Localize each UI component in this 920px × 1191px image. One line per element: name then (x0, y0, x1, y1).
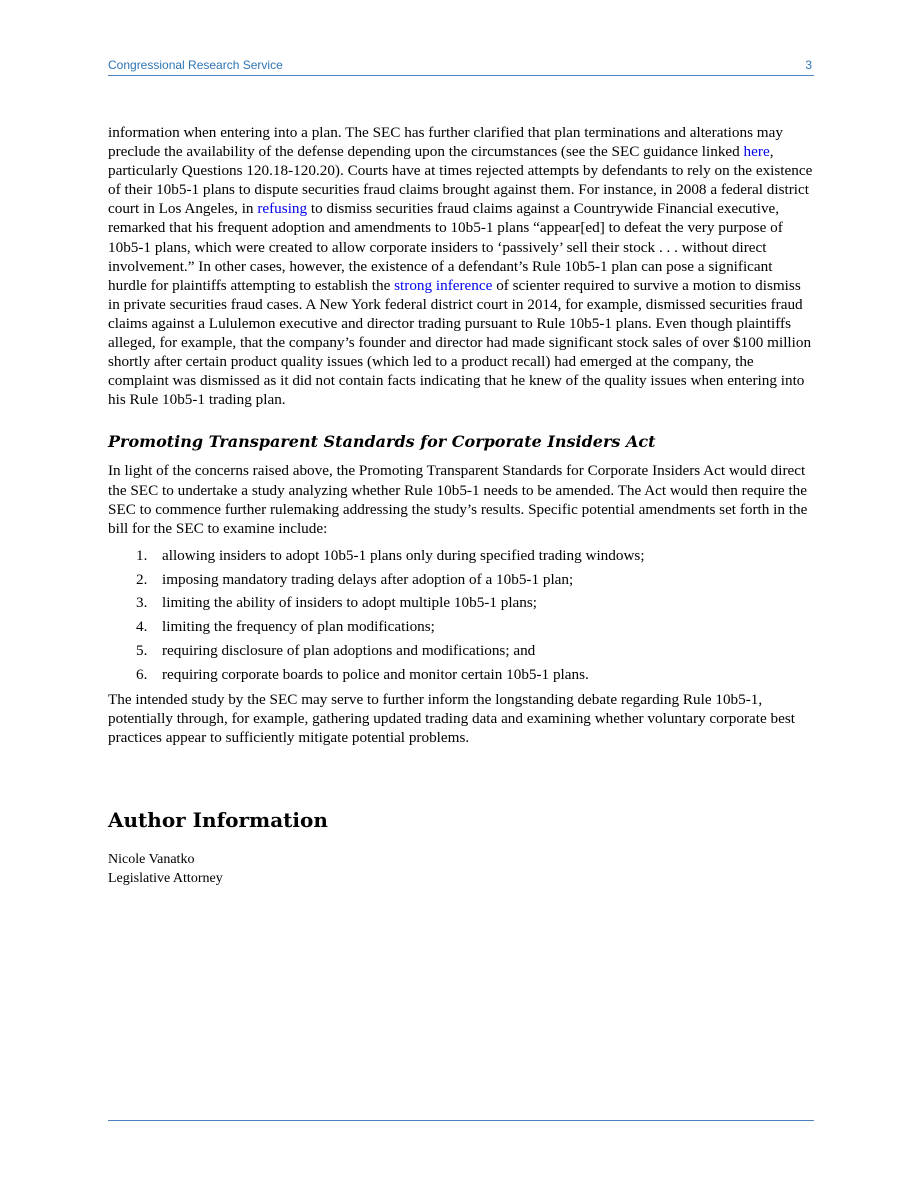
list-item (108, 546, 814, 565)
list-number: 6. (136, 665, 148, 683)
footer-divider (108, 1120, 814, 1121)
header-title: Congressional Research Service (108, 58, 283, 72)
list-item (108, 593, 814, 612)
page-header (108, 57, 814, 76)
list-number: 5. (136, 641, 148, 659)
section-intro: In light of the concerns raised above, the Promoting Transparent Standards for Corporate Insiders Act would direct the SEC to undertake a study analyzing whether Rule 10b5-1 needs to be amended. The Act would then require the SEC to commence further rulemaking addressing the study’s results. Specific potential amendments set forth in the bill for the SEC to examine include: (108, 462, 808, 537)
list-number: 3. (136, 594, 148, 612)
list-text: imposing mandatory trading delays after adoption of a 10b5-1 plan; (162, 570, 574, 588)
list-item (108, 665, 814, 684)
page-number: 3 (805, 58, 812, 72)
body-paragraph (108, 123, 814, 409)
list-item (108, 641, 814, 660)
list-item (108, 617, 814, 636)
list-text: allowing insiders to adopt 10b5-1 plans only during specified trading windows; (162, 546, 645, 564)
list-item (108, 570, 814, 589)
strong-inference-link[interactable]: strong inference (394, 276, 493, 294)
author-heading: Author Information (108, 808, 328, 833)
paragraph-text: information when entering into a plan. The SEC has further clarified that plan terminations and alterations may preclude the availability of the defense depending upon the circumstances (see the SEC guidance linked (108, 124, 783, 161)
section-heading: Promoting Transparent Standards for Corporate Insiders Act (108, 432, 656, 452)
paragraph-text: to dismiss securities fraud claims against a Countrywide Financial executive, remarked that his frequent adoption and amendments to 10b5-1 plans “appear[ed] to defeat the very purpose of 10b5-1 plans, which were created to allow corporate insiders to ‘passively’ sell their stock . . . without direct involvement.” In other cases, however, the existence of a defendant’s Rule 10b5-1 plan can pose a significant hurdle for plaintiffs attempting to establish the (108, 200, 783, 294)
author-title: Legislative Attorney (108, 871, 223, 887)
paragraph-text: , particularly Questions 120.18-120.20). Courts have at times rejected attempts by defendants to rely on the existence of their 10b5-1 plans to dispute securities fraud claims brought against them. For instance, in 2008 a federal district court in Los Angeles, in (108, 143, 813, 218)
here-link[interactable]: here (743, 143, 770, 161)
paragraph-text: of scienter required to survive a motion to dismiss in private securities fraud cases. A New York federal district court in 2014, for example, dismissed securities fraud claims against a Lululemon executive and director trading pursuant to Rule 10b5-1 plans. Even though plaintiffs alleged, for example, that the company’s founder and director had made significant stock sales of over $100 million shortly after certain product quality issues (which led to a product recall) had emerged at the company, the complaint was dismissed as it did not contain facts indicating that he knew of the quality issues when entering into his Rule 10b5-1 trading plan. (108, 276, 812, 409)
list-text: requiring corporate boards to police and monitor certain 10b5-1 plans. (162, 665, 589, 683)
list-number: 1. (136, 546, 148, 564)
list-text: limiting the frequency of plan modifications; (162, 618, 435, 636)
refusing-link[interactable]: refusing (257, 200, 308, 218)
list-text: requiring disclosure of plan adoptions and modifications; and (162, 641, 536, 659)
list-number: 2. (136, 570, 148, 588)
list-number: 4. (136, 618, 148, 636)
author-name: Nicole Vanatko (108, 852, 195, 868)
document-body (108, 123, 814, 888)
list-text: limiting the ability of insiders to adopt multiple 10b5-1 plans; (162, 594, 538, 612)
closing-paragraph: The intended study by the SEC may serve to further inform the longstanding debate regarding Rule 10b5-1, potentially through, for example, gathering updated trading data and examining whether voluntary corporate best practices appear to sufficiently mitigate potential problems. (108, 690, 796, 746)
amendments-list (108, 546, 814, 684)
